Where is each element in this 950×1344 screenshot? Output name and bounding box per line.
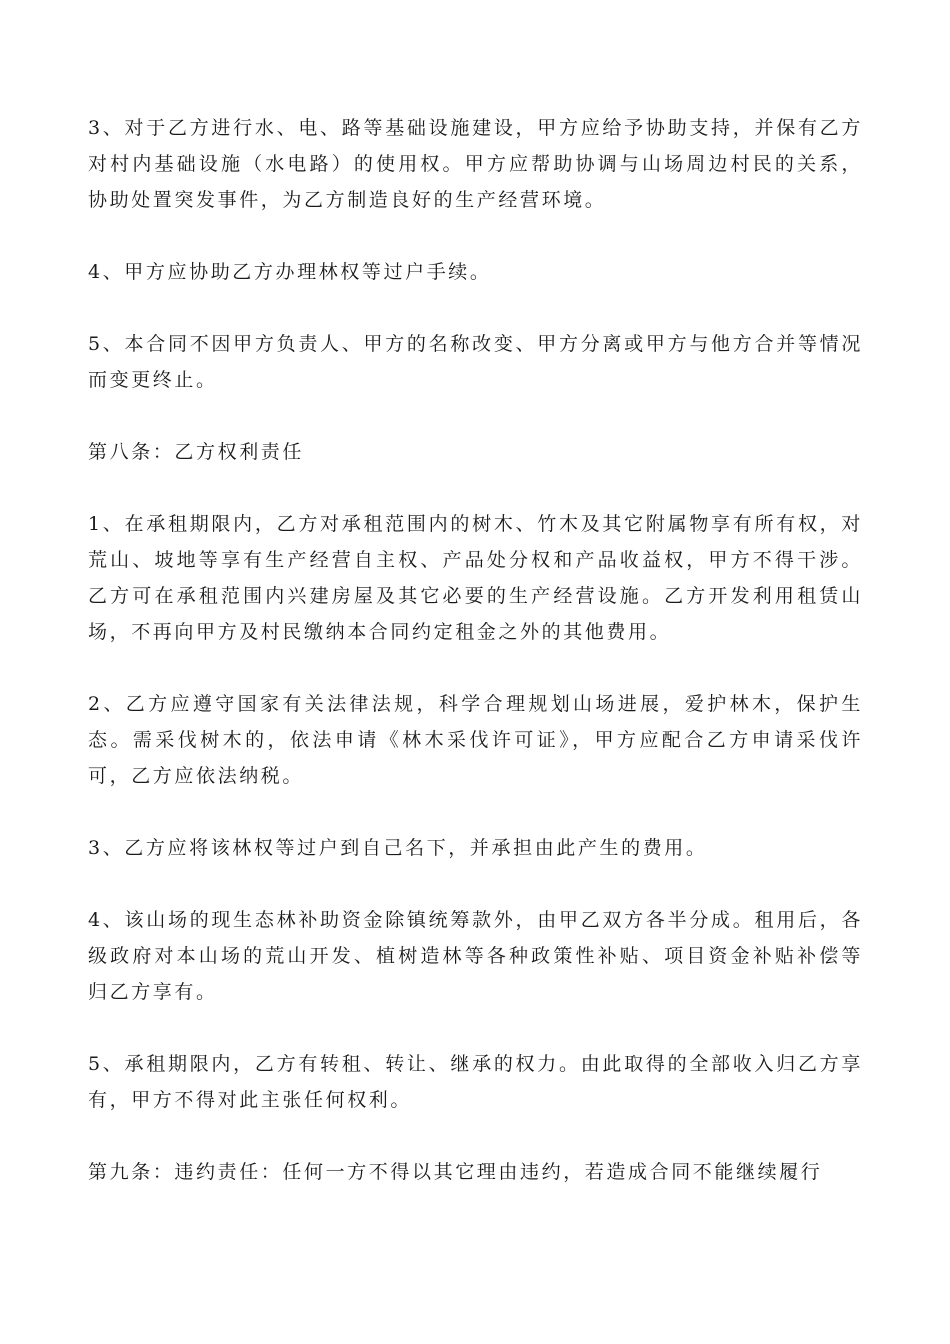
article-heading: 第八条：乙方权利责任: [88, 441, 305, 463]
clause-paragraph: 5、本合同不因甲方负责人、甲方的名称改变、甲方分离或甲方与他方合并等情况而变更终止。: [88, 333, 863, 391]
clause-paragraph: 4、该山场的现生态林补助资金除镇统筹款外，由甲乙双方各半分成。租用后，各级政府对本山场的荒山开发、植树造林等各种政策性补贴、项目资金补贴补偿等归乙方享有。: [88, 909, 863, 1003]
article-heading: 第九条：违约责任：任何一方不得以其它理由违约，若造成合同不能继续履行: [88, 1161, 823, 1183]
clause-paragraph: 5、承租期限内，乙方有转租、转让、继承的权力。由此取得的全部收入归乙方享有，甲方不得对此主张任何权利。: [88, 1053, 863, 1111]
clause-paragraph: 4、甲方应协助乙方办理林权等过户手续。: [88, 261, 492, 283]
clause-paragraph: 3、乙方应将该林权等过户到自己名下，并承担由此产生的费用。: [88, 837, 708, 859]
clause-paragraph: 1、在承租期限内，乙方对承租范围内的树木、竹木及其它附属物享有所有权，对荒山、坡地等享有生产经营自主权、产品处分权和产品收益权，甲方不得干涉。乙方可在承租范围内兴建房屋及其它必要的生产经营设施。乙方开发利用租赁山场，不再向甲方及村民缴纳本合同约定租金之外的其他费用。: [88, 513, 863, 643]
clause-paragraph: 2、乙方应遵守国家有关法律法规，科学合理规划山场进展，爱护林木，保护生态。需采伐树木的，依法申请《林木采伐许可证》，甲方应配合乙方申请采伐许可，乙方应依法纳税。: [88, 693, 863, 787]
document-body: [88, 110, 863, 1226]
clause-paragraph: 3、对于乙方进行水、电、路等基础设施建设，甲方应给予协助支持，并保有乙方对村内基础设施（水电路）的使用权。甲方应帮助协调与山场周边村民的关系，协助处置突发事件，为乙方制造良好的生产经营环境。: [88, 117, 863, 211]
